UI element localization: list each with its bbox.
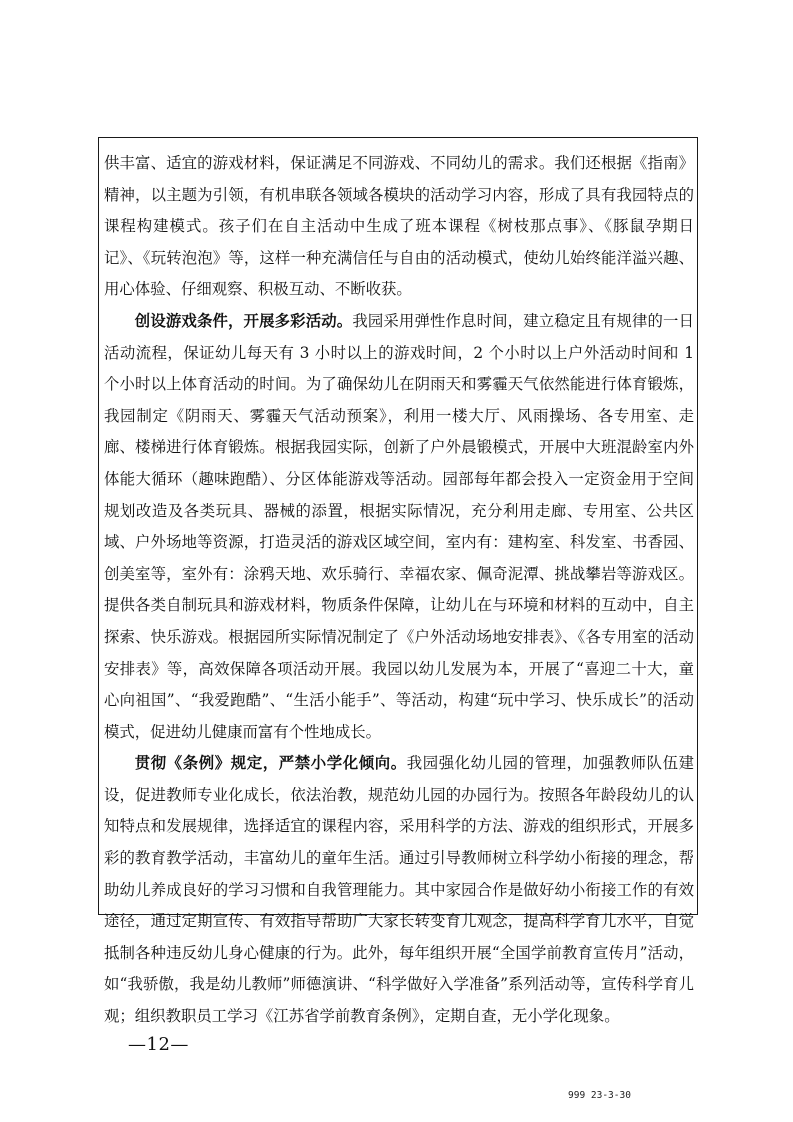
paragraph-3 <box>104 748 694 1032</box>
print-stamp: 999 23-3-30 <box>568 1090 631 1101</box>
paragraph-2 <box>104 306 694 748</box>
paragraph-3-heading: 贯彻《条例》规定，严禁小学化倾向。 <box>134 754 407 773</box>
paragraph-2-heading: 创设游戏条件，开展多彩活动。 <box>134 311 353 330</box>
paragraph-2-text: 我园采用弹性作息时间，建立稳定且有规律的一日活动流程，保证幼儿每天有 3 小时以上的游戏时间，2 个小时以上户外活动时间和 1 个小时以上体育活动的时间。为了确保幼儿在阴雨天和雾霾天气依然能进行体育锻炼，我园制定《阴雨天、雾霾天气活动预案》，利用一楼大厅、风雨操场、各专用室、走廊、楼梯进行体育锻炼。根据我园实际，创新了户外晨锻模式，开展中大班混龄室内外体能大循环（趣味跑酷）、分区体能游戏等活动。园部每年都会投入一定资金用于空间规划改造及各类玩具、器械的添置，根据实际情况，充分利用走廊、专用室、公共区域、户外场地等资源，打造灵活的游戏区域空间，室内有：建构室、科发室、书香园、创美室等，室外有：涂鸦天地、欢乐骑行、幸福农家、佩奇泥潭、挑战攀岩等游戏区。提供各类自制玩具和游戏材料，物质条件保障，让幼儿在与环境和材料的互动中，自主探索、快乐游戏。根据园所实际情况制定了《户外活动场地安排表》、《各专用室的活动安排表》等，高效保障各项活动开展。我园以幼儿发展为本，开展了“喜迎二十大，童心向祖国”、“我爱跑酷”、“生活小能手”、等活动，构建“玩中学习、快乐成长”的活动模式，促进幼儿健康而富有个性地成长。 <box>104 311 694 741</box>
document-body <box>104 148 694 1033</box>
paragraph-3-text: 我园强化幼儿园的管理，加强教师队伍建设，促进教师专业化成长，依法治教，规范幼儿园的办园行为。按照各年龄段幼儿的认知特点和发展规律，选择适宜的课程内容，采用科学的方法、游戏的组织形式，开展多彩的教育教学活动，丰富幼儿的童年生活。通过引导教师树立科学幼小衔接的理念，帮助幼儿养成良好的学习习惯和自我管理能力。其中家园合作是做好幼小衔接工作的有效途径，通过定期宣传、有效指导帮助广大家长转变育儿观念，提高科学育儿水平，自觉抵制各种违反幼儿身心健康的行为。此外，每年组织开展“全国学前教育宣传月”活动，如“我骄傲，我是幼儿教师”师德演讲、“科学做好入学准备”系列活动等，宣传科学育儿观；组织教职员工学习《江苏省学前教育条例》，定期自查，无小学化现象。 <box>104 754 694 1026</box>
paragraph-1 <box>104 148 694 306</box>
page-number: —12— <box>128 1034 189 1055</box>
paragraph-1-text: 供丰富、适宜的游戏材料，保证满足不同游戏、不同幼儿的需求。我们还根据《指南》精神，以主题为引领，有机串联各领域各模块的活动学习内容，形成了具有我园特点的课程构建模式。孩子们在自主活动中生成了班本课程《树枝那点事》、《豚鼠孕期日记》、《玩转泡泡》等，这样一种充满信任与自由的活动模式，使幼儿始终能洋溢兴趣、用心体验、仔细观察、积极互动、不断收获。 <box>104 154 694 299</box>
